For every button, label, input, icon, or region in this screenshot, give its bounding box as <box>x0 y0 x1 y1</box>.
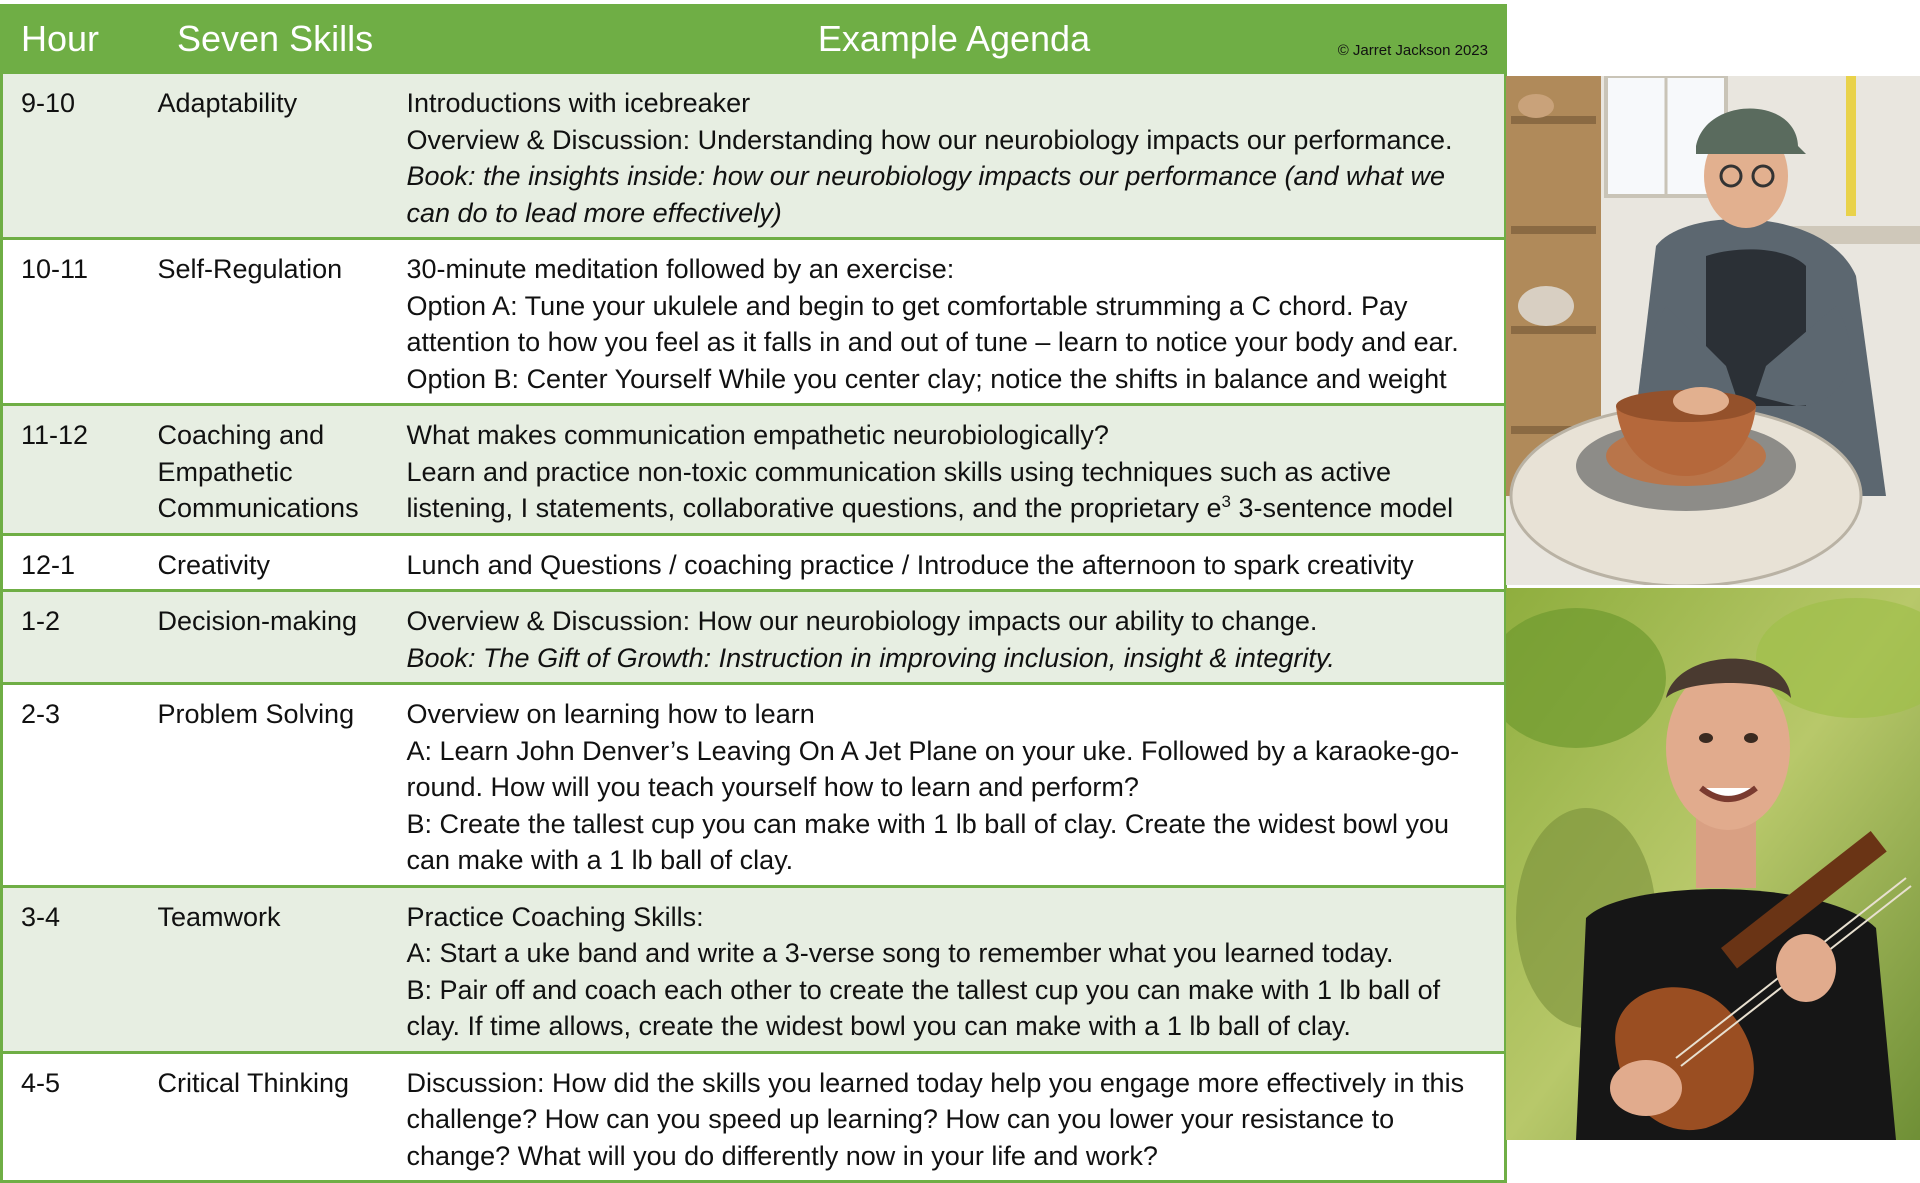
agenda-row <box>2 405 1506 535</box>
agenda-line: challenge? How can you speed up learning? How can you lower your resistance to <box>406 1104 1395 1134</box>
skill-line: Empathetic <box>157 456 293 487</box>
agenda-line: clay. If time allows, create the widest bowl you can make with a 1 lb ball of clay. <box>406 1011 1351 1041</box>
agenda-line: 30-minute meditation followed by an exercise: <box>406 254 955 284</box>
book-title-line: can do to lead more effectively) <box>406 197 782 228</box>
row-skill: Creativity <box>158 534 403 591</box>
row-skill <box>158 405 403 535</box>
agenda-line: Practice Coaching Skills: <box>406 901 704 932</box>
superscript-three: 3 <box>1221 492 1231 511</box>
row-hour: 2-3 <box>2 684 158 887</box>
agenda-row <box>2 886 1506 1052</box>
agenda-line: A: Learn John Denver’s Leaving On A Jet Plane on your uke. Followed by a karaoke-go- <box>406 735 1460 766</box>
header-hour: Hour <box>2 6 158 73</box>
book-title-line: Book: the insights inside: how our neurobiology impacts our performance (and what we <box>406 161 1446 191</box>
row-agenda <box>403 239 1506 405</box>
row-hour: 12-1 <box>2 534 158 591</box>
row-skill: Critical Thinking <box>158 1052 403 1182</box>
row-hour: 4-5 <box>2 1052 158 1182</box>
header-agenda <box>403 6 1506 73</box>
agenda-row <box>2 239 1506 405</box>
row-hour: 3-4 <box>2 886 158 1052</box>
row-hour: 1-2 <box>2 591 158 684</box>
book-title-line: Book: The Gift of Growth: Instruction in improving inclusion, insight & integrity. <box>406 642 1335 673</box>
agenda-line-text: 3-sentence model <box>1230 493 1454 523</box>
agenda-line: Option A: Tune your ukulele and begin to get comfortable strumming a C chord. Pay <box>406 290 1408 321</box>
copyright-notice: © Jarret Jackson 2023 <box>1337 42 1488 59</box>
row-agenda <box>403 886 1506 1052</box>
agenda-row <box>2 591 1506 684</box>
agenda-line: Introductions with icebreaker <box>406 88 751 118</box>
agenda-line: Learn and practice non-toxic communication skills using techniques such as active <box>406 456 1392 487</box>
agenda-table <box>0 4 1507 1183</box>
agenda-line: Option B: Center Yourself While you center clay; notice the shifts in balance and weight <box>406 363 1447 394</box>
agenda-line: B: Create the tallest cup you can make with 1 lb ball of clay. Create the widest bowl you <box>406 808 1450 839</box>
agenda-row <box>2 534 1506 591</box>
agenda-row <box>2 1052 1506 1182</box>
row-agenda <box>403 684 1506 887</box>
agenda-line: A: Start a uke band and write a 3-verse song to remember what you learned today. <box>406 938 1394 968</box>
row-skill: Adaptability <box>158 73 403 239</box>
row-agenda <box>403 591 1506 684</box>
agenda-line-text: listening, I statements, collaborative questions, and the proprietary e <box>406 493 1222 523</box>
row-agenda <box>403 1052 1506 1182</box>
header-row <box>2 6 1506 73</box>
agenda-line: Lunch and Questions / coaching practice / Introduce the afternoon to spark creativity <box>406 549 1414 580</box>
row-agenda <box>403 405 1506 535</box>
agenda-row <box>2 73 1506 239</box>
row-hour: 11-12 <box>2 405 158 535</box>
row-agenda <box>403 73 1506 239</box>
agenda-line: B: Pair off and coach each other to create the tallest cup you can make with 1 lb ball of <box>406 974 1441 1005</box>
agenda-line: can make with a 1 lb ball of clay. <box>406 845 794 875</box>
agenda-line: Discussion: How did the skills you learned today help you engage more effectively in this <box>406 1067 1465 1098</box>
agenda-line: What makes communication empathetic neurobiologically? <box>406 420 1109 450</box>
row-skill: Problem Solving <box>158 684 403 887</box>
header-agenda-label: Example Agenda <box>817 18 1091 59</box>
agenda-line: round. How will you teach yourself how to learn and perform? <box>406 772 1139 802</box>
ukulele-player-photo <box>1506 588 1920 1140</box>
row-skill: Decision-making <box>158 591 403 684</box>
agenda-row <box>2 684 1506 887</box>
row-agenda <box>403 534 1506 591</box>
agenda-line: change? What will you do differently now in your life and work? <box>406 1140 1158 1171</box>
header-skills: Seven Skills <box>158 6 403 73</box>
pottery-wheel-photo <box>1506 76 1920 585</box>
row-hour: 10-11 <box>2 239 158 405</box>
row-hour: 9-10 <box>2 73 158 239</box>
agenda-line: Overview & Discussion: How our neurobiology impacts our ability to change. <box>406 606 1318 636</box>
agenda-line <box>407 490 1499 527</box>
agenda-line: Overview & Discussion: Understanding how our neurobiology impacts our performance. <box>406 124 1453 155</box>
row-skill: Self-Regulation <box>158 239 403 405</box>
skill-line: Coaching and <box>157 420 325 450</box>
row-skill: Teamwork <box>158 886 403 1052</box>
agenda-line: Overview on learning how to learn <box>406 699 815 729</box>
agenda-line: attention to how you feel as it falls in and out of tune – learn to notice your body and ear. <box>406 327 1459 357</box>
skill-line: Communications <box>157 493 359 523</box>
